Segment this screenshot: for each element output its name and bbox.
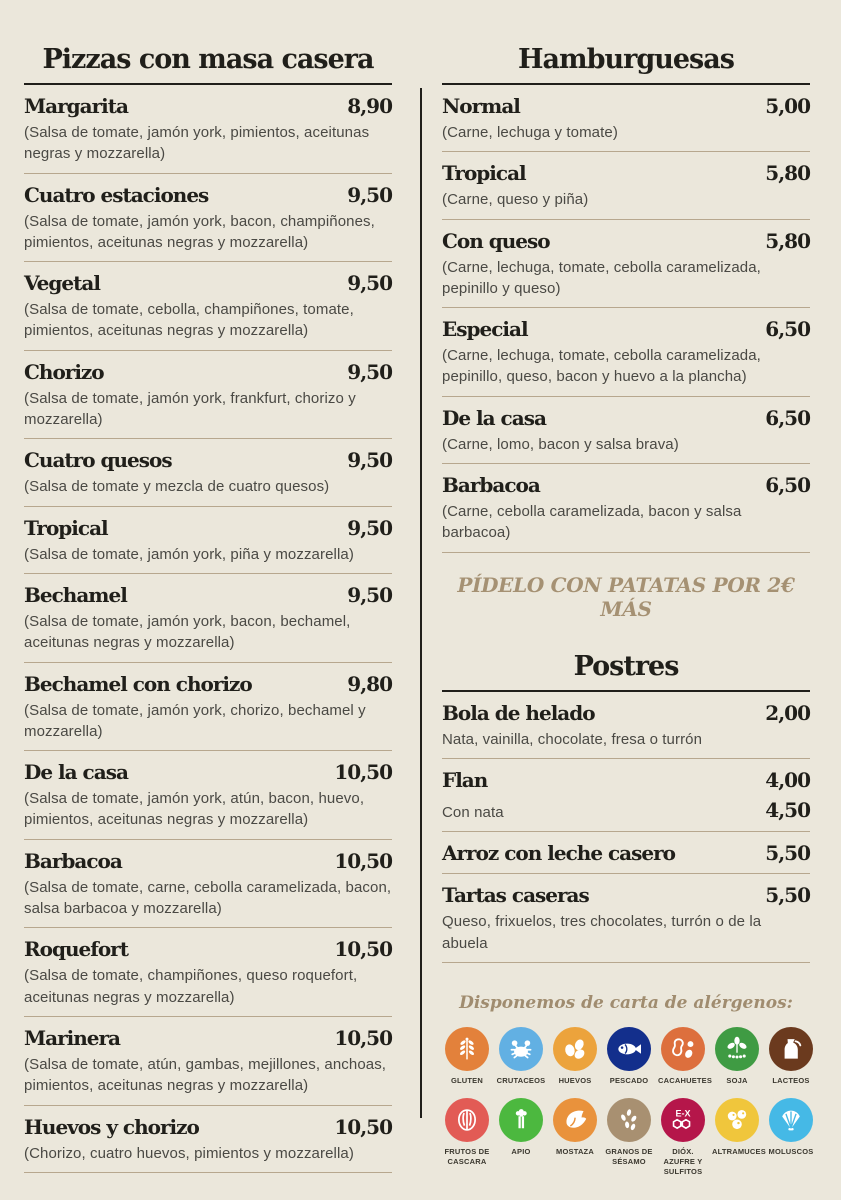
item-variant: Con nata (442, 803, 504, 821)
allergen-item (442, 1027, 492, 1086)
menu-item (24, 174, 392, 263)
menu-item (442, 308, 810, 397)
allergens-grid (442, 1027, 814, 1178)
shell-icon (769, 1098, 813, 1142)
allergen-label: MOSTAZA (556, 1146, 594, 1156)
allergen-item (442, 1098, 492, 1177)
allergen-label: CACAHUETES (658, 1075, 713, 1085)
allergen-item (766, 1027, 816, 1086)
item-price: 10,50 (334, 848, 392, 873)
item-desc: (Salsa de tomate, jamón york, pimientos, aceitunas negras y mozzarella) (24, 124, 370, 163)
menu-item (442, 397, 810, 464)
menu-item (442, 759, 810, 832)
item-desc: (Salsa de tomate, jamón york, frankfurt, chorizo y mozzarella) (24, 389, 356, 429)
item-price: 5,50 (765, 883, 810, 908)
menu-item (442, 85, 810, 152)
allergen-label: ALTRAMUCES (712, 1146, 766, 1156)
item-desc: (Chorizo, cuatro huevos, pimientos y mozzarella) (24, 1144, 354, 1162)
eggs-icon (553, 1027, 597, 1071)
allergen-item (658, 1027, 713, 1086)
item-name: Tropical (24, 515, 108, 540)
item-price: 8,90 (347, 94, 392, 118)
menu-item (24, 928, 392, 1017)
allergen-label: MOLUSCOS (768, 1146, 814, 1156)
item-desc: (Salsa de tomate, champiñones, queso roquefort, aceitunas negras y mozzarella) (24, 967, 358, 1006)
menu-item (24, 351, 392, 440)
item-price: 10,50 (334, 760, 392, 785)
item-price: 9,80 (347, 671, 392, 696)
peanut-icon (661, 1027, 705, 1071)
item-name: Margarita (24, 94, 128, 118)
item-variant-price: 4,50 (765, 797, 810, 822)
menu-item (24, 507, 392, 574)
item-name: Marinera (24, 1025, 120, 1050)
fish-icon (607, 1027, 651, 1071)
allergen-item (604, 1027, 654, 1086)
svg-text:E-X: E-X (675, 1108, 691, 1119)
sesame-icon (607, 1098, 651, 1142)
allergen-label: LACTEOS (772, 1075, 810, 1085)
item-desc: (Carne, lechuga y tomate) (442, 124, 618, 141)
allergen-item (496, 1098, 546, 1177)
item-name: De la casa (442, 405, 546, 430)
allergen-item (766, 1098, 816, 1177)
allergen-label: DIÓX. AZUFRE Y SULFITOS (663, 1146, 703, 1177)
pizzas-title: Pizzas con masa casera (42, 44, 374, 75)
menu-item (24, 85, 392, 174)
mustard-icon (553, 1098, 597, 1142)
item-desc: (Salsa de tomate, jamón york, atún, bacon, huevo, pimientos, aceitunas negras y mozzarella) (24, 790, 365, 829)
item-name: Cuatro quesos (24, 448, 172, 473)
menu-item (442, 464, 810, 553)
milk-jug-icon (769, 1027, 813, 1071)
item-name: Arroz con leche casero (442, 841, 675, 866)
allergen-label: SOJA (726, 1075, 748, 1085)
item-name: Especial (442, 317, 528, 342)
item-name: Normal (442, 94, 520, 118)
item-name: De la casa (24, 760, 128, 785)
menu-item (442, 220, 810, 309)
item-name: Roquefort (24, 937, 128, 962)
item-name: Bechamel (24, 582, 127, 607)
allergen-label: GLUTEN (450, 1075, 484, 1085)
right-column (442, 44, 814, 1177)
item-desc: (Salsa de tomate, jamón york, piña y mozzarella) (24, 545, 354, 563)
item-name: Bola de helado (442, 700, 595, 725)
allergen-label: FRUTOS DE CASCARA (444, 1146, 490, 1167)
item-price: 10,50 (334, 1114, 392, 1139)
item-price: 5,00 (765, 94, 810, 118)
item-price: 5,80 (765, 161, 810, 186)
item-price: 9,50 (347, 271, 392, 296)
item-name: Tartas caseras (442, 883, 589, 908)
item-name: Bechamel con chorizo (24, 671, 252, 696)
item-desc: (Carne, lechuga, tomate, cebolla caramelizada, pepinillo y queso) (442, 258, 761, 297)
item-price: 9,50 (347, 448, 392, 473)
menu-item (442, 152, 810, 219)
item-desc: (Salsa de tomate y mezcla de cuatro quesos) (24, 478, 330, 496)
item-desc: (Carne, cebolla caramelizada, bacon y salsa barbacoa) (442, 503, 742, 542)
item-desc: (Salsa de tomate, carne, cebolla caramelizada, bacon, salsa barbacoa y mozzarella) (24, 878, 392, 918)
burgers-title: Hamburguesas (518, 44, 734, 75)
item-name: Con queso (442, 228, 550, 253)
lupin-icon (715, 1098, 759, 1142)
item-price: 9,50 (347, 359, 392, 384)
item-desc: (Carne, lechuga, tomate, cebolla caramelizada, pepinillo, queso, bacon y huevo a la plancha) (442, 347, 761, 386)
item-name: Huevos y chorizo (24, 1114, 199, 1139)
allergen-item (550, 1027, 600, 1086)
item-price: 5,50 (765, 841, 810, 866)
item-name: Barbacoa (442, 473, 540, 498)
item-price: 9,50 (347, 582, 392, 607)
item-price: 6,50 (765, 473, 810, 498)
allergen-label: HUEVOS (558, 1075, 592, 1085)
allergen-item (658, 1098, 708, 1177)
sulfites-icon (661, 1098, 705, 1142)
menu-item (24, 751, 392, 840)
menu-item (24, 1106, 392, 1173)
fries-note: PÍDELO CON PATATAS POR 2€ MÁS (457, 572, 795, 621)
allergen-item (604, 1098, 654, 1177)
item-desc: Queso, frixuelos, tres chocolates, turrón o de la abuela (442, 913, 762, 952)
item-price: 6,50 (765, 317, 810, 342)
item-desc: (Salsa de tomate, jamón york, bacon, champiñones, pimientos, aceitunas negras y mozzarella) (24, 212, 375, 251)
menu-item (24, 840, 392, 929)
menu-item (24, 1017, 392, 1106)
pizzas-section (24, 44, 392, 1173)
item-name: Cuatro estaciones (24, 182, 209, 207)
item-name: Chorizo (24, 359, 104, 384)
item-desc: (Salsa de tomate, jamón york, chorizo, bechamel y mozzarella) (24, 701, 366, 740)
item-price: 10,50 (334, 1025, 392, 1050)
allergens-section (442, 992, 814, 1178)
item-price: 9,50 (347, 182, 392, 207)
celery-icon (499, 1098, 543, 1142)
allergen-item (712, 1027, 762, 1086)
walnut-icon (445, 1098, 489, 1142)
item-desc: (Salsa de tomate, cebolla, champiñones, tomate, pimientos, aceitunas negras y mozzarella) (24, 301, 354, 340)
burgers-section (442, 44, 810, 621)
item-name: Barbacoa (24, 848, 122, 873)
item-price: 10,50 (334, 937, 392, 962)
allergen-label: APIO (511, 1146, 531, 1156)
allergen-label: GRANOS DE SÉSAMO (605, 1146, 653, 1167)
menu-item (442, 832, 810, 874)
column-divider (420, 88, 422, 1118)
soy-icon (715, 1027, 759, 1071)
desserts-section (442, 651, 810, 963)
allergen-item (550, 1098, 600, 1177)
item-price: 5,80 (765, 228, 810, 253)
allergen-label: PESCADO (609, 1075, 649, 1085)
menu-item (24, 262, 392, 351)
item-desc: (Salsa de tomate, jamón york, bacon, bechamel, aceitunas negras y mozzarella) (24, 612, 351, 652)
item-price: 2,00 (765, 700, 810, 725)
item-desc: (Carne, queso y piña) (442, 191, 589, 209)
allergen-label: CRUTACEOS (496, 1075, 546, 1085)
allergens-title: Disponemos de carta de alérgenos: (459, 992, 793, 1013)
desserts-title: Postres (573, 650, 679, 682)
item-name: Tropical (442, 161, 526, 186)
item-price: 6,50 (765, 405, 810, 430)
item-name: Vegetal (24, 271, 100, 296)
wheat-icon (445, 1027, 489, 1071)
crab-icon (499, 1027, 543, 1071)
menu-item (24, 663, 392, 752)
menu-item (24, 439, 392, 506)
allergen-item (496, 1027, 546, 1086)
item-price: 9,50 (347, 515, 392, 540)
menu-item (442, 692, 810, 759)
menu-item (24, 574, 392, 663)
item-desc: Nata, vainilla, chocolate, fresa o turrón (442, 730, 703, 748)
allergen-item (712, 1098, 766, 1177)
item-price: 4,00 (765, 767, 810, 792)
item-name: Flan (442, 767, 488, 792)
menu-item (442, 874, 810, 963)
item-desc: (Salsa de tomate, atún, gambas, mejillones, anchoas, pimientos, aceitunas negras y mozzarella) (24, 1055, 387, 1095)
item-desc: (Carne, lomo, bacon y salsa brava) (442, 435, 679, 453)
